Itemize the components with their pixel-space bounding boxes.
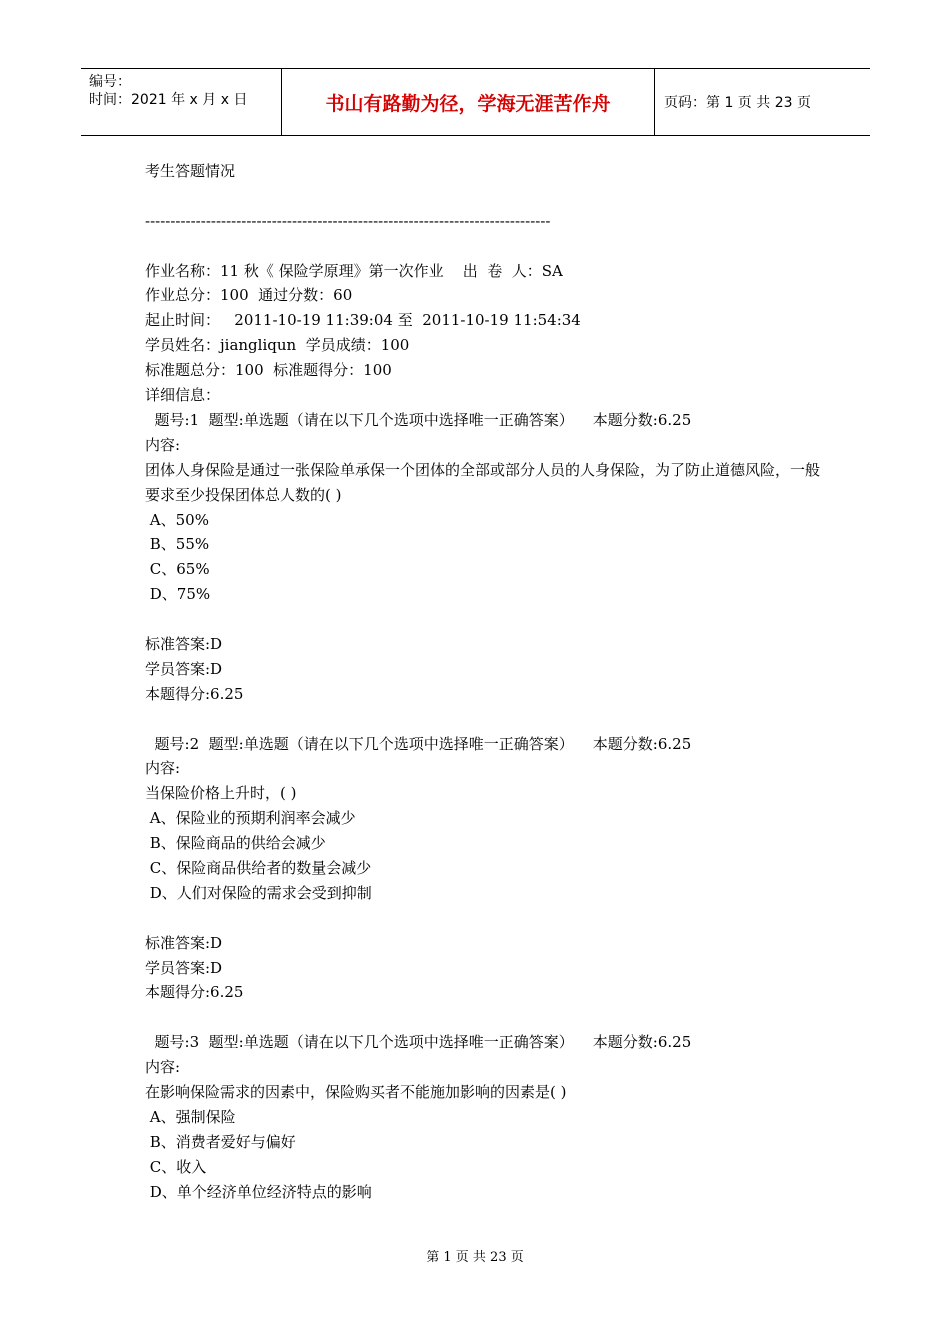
answer-option: C、保险商品供给者的数量会减少 bbox=[145, 858, 372, 877]
standard-answer: 标准答案:D bbox=[145, 634, 223, 653]
divider-line: -------------------------------------------------------------------------------- bbox=[145, 211, 551, 230]
answer-option: D、75% bbox=[145, 585, 211, 604]
answer-option: B、消费者爱好与偏好 bbox=[145, 1132, 296, 1151]
meta-line: 详细信息： bbox=[145, 386, 221, 405]
answer-option: D、单个经济单位经济特点的影响 bbox=[145, 1182, 372, 1201]
answer-option: C、65% bbox=[145, 560, 210, 579]
assignment-meta bbox=[145, 259, 825, 408]
meta-line: 起止时间： 2011-10-19 11:39:04 至 2011-10-19 11:54:34 bbox=[145, 311, 581, 330]
answer-option: A、保险业的预期利润率会减少 bbox=[145, 809, 356, 828]
header-page-info: 页码：第 1 页 共 23 页 bbox=[664, 95, 811, 111]
doc-time-label: 时间：2021 年 x 月 x 日 bbox=[89, 92, 248, 108]
question-score: 本题得分:6.25 bbox=[145, 684, 244, 703]
question-stem: 团体人身保险是通过一张保险单承保一个团体的全部或部分人员的人身保险，为了防止道德风险，一般要求至少投保团体总人数的( ) bbox=[145, 460, 821, 504]
question-block bbox=[145, 408, 825, 732]
standard-answer: 标准答案:D bbox=[145, 933, 223, 952]
meta-line: 作业总分：100 通过分数：60 bbox=[145, 286, 353, 305]
answer-option: C、收入 bbox=[145, 1157, 207, 1176]
page-header bbox=[81, 68, 870, 136]
section-title: 考生答题情况 bbox=[145, 162, 236, 180]
document-body bbox=[145, 159, 825, 1204]
content-label: 内容: bbox=[145, 759, 181, 778]
student-answer: 学员答案:D bbox=[145, 659, 223, 678]
meta-line: 作业名称：11 秋《 保险学原理》第一次作业 出 卷 人：SA bbox=[145, 261, 563, 280]
doc-number-label: 编号： bbox=[89, 74, 131, 90]
page-footer: 第 1 页 共 23 页 bbox=[426, 1250, 524, 1265]
answer-option: D、人们对保险的需求会受到抑制 bbox=[145, 883, 372, 902]
question-block bbox=[145, 1030, 825, 1204]
question-header: 题号:2 题型:单选题（请在以下几个选项中选择唯一正确答案） 本题分数:6.25 bbox=[145, 734, 692, 753]
content-label: 内容: bbox=[145, 1058, 181, 1077]
question-score: 本题得分:6.25 bbox=[145, 983, 244, 1002]
meta-line: 学员姓名：jiangliqun 学员成绩：100 bbox=[145, 336, 410, 355]
question-stem: 当保险价格上升时，( ) bbox=[145, 784, 297, 803]
question-header: 题号:3 题型:单选题（请在以下几个选项中选择唯一正确答案） 本题分数:6.25 bbox=[145, 1033, 692, 1052]
question-stem: 在影响保险需求的因素中，保险购买者不能施加影响的因素是( ) bbox=[145, 1083, 567, 1101]
answer-option: B、55% bbox=[145, 535, 210, 554]
question-block bbox=[145, 732, 825, 1031]
answer-option: A、50% bbox=[145, 510, 209, 529]
header-meta bbox=[81, 69, 282, 135]
question-header: 题号:1 题型:单选题（请在以下几个选项中选择唯一正确答案） 本题分数:6.25 bbox=[145, 410, 692, 429]
content-label: 内容: bbox=[145, 435, 181, 454]
answer-option: B、保险商品的供给会减少 bbox=[145, 834, 326, 853]
meta-line: 标准题总分：100 标准题得分：100 bbox=[145, 361, 392, 380]
header-motto: 书山有路勤为径，学海无涯苦作舟 bbox=[282, 69, 655, 135]
answer-option: A、强制保险 bbox=[145, 1107, 236, 1126]
student-answer: 学员答案:D bbox=[145, 958, 223, 977]
